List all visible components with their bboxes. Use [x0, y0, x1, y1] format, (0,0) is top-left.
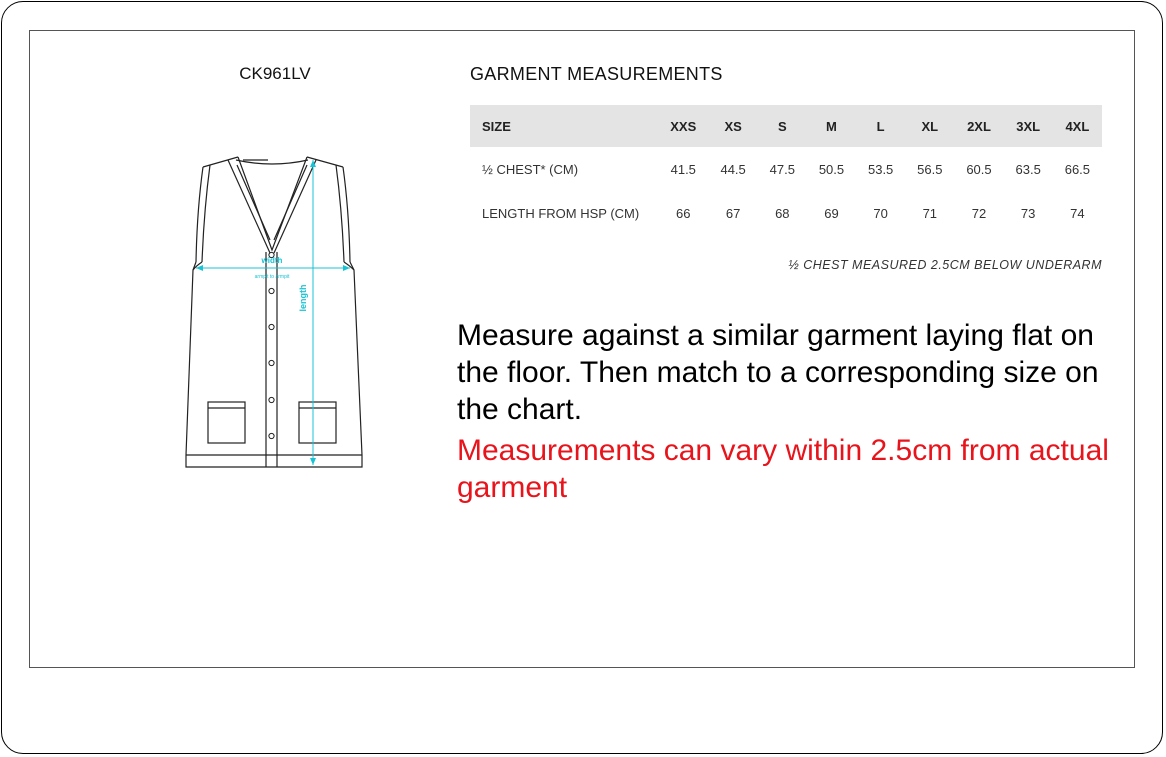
header-size: M [807, 105, 856, 147]
table-cell: 56.5 [917, 161, 943, 177]
table-cell: 74 [1070, 205, 1085, 221]
table-cell: 67 [725, 205, 741, 221]
product-code: CK961LV [239, 64, 311, 83]
width-sublabel: armpit to armpit [254, 274, 290, 280]
table-cell: 69 [824, 205, 839, 221]
table-cell: 50.5 [818, 161, 845, 177]
table-header-row [470, 105, 1102, 147]
table-cell: 68 [775, 205, 790, 221]
table-cell: 71 [922, 205, 938, 221]
header-size: XS [709, 105, 758, 147]
table-row [470, 147, 1102, 191]
table-cell: 72 [971, 205, 987, 221]
header-size: S [758, 105, 807, 147]
header-size: 3XL [1004, 105, 1053, 147]
width-label: width [261, 256, 283, 265]
table-cell: 53.5 [867, 161, 894, 177]
table-row [470, 191, 1102, 235]
table-cell: 66.5 [1064, 161, 1091, 177]
header-size: 4XL [1053, 105, 1102, 147]
table-cell: 73 [1020, 205, 1036, 221]
table-cell: 66 [676, 205, 691, 221]
header-size: L [856, 105, 905, 147]
warning-text: Measurements can vary within 2.5cm from actual garment [457, 434, 1109, 504]
instructions-text: Measure against a similar garment laying flat on the floor. Then match to a corresponding size on the chart. [457, 319, 1099, 426]
size-table [470, 105, 1102, 235]
measurement-note: ½ CHEST MEASURED 2.5CM BELOW UNDERARM [788, 258, 1102, 272]
table-cell: 60.5 [966, 161, 992, 177]
vest-diagram [180, 150, 370, 475]
header-size: XL [905, 105, 954, 147]
table-cell: 63.5 [1015, 161, 1041, 177]
table-cell: 44.5 [720, 161, 746, 177]
length-label: length [298, 284, 308, 312]
table-title: GARMENT MEASUREMENTS [470, 64, 723, 84]
header-size-label: SIZE [470, 105, 658, 147]
row-label: ½ CHEST* (CM) [482, 161, 579, 177]
table-cell: 70 [873, 205, 888, 221]
header-size: 2XL [954, 105, 1003, 147]
header-size: XXS [658, 105, 709, 147]
row-label: LENGTH FROM HSP (CM) [482, 205, 640, 221]
table-cell: 41.5 [670, 161, 696, 177]
table-cell: 47.5 [769, 161, 795, 177]
